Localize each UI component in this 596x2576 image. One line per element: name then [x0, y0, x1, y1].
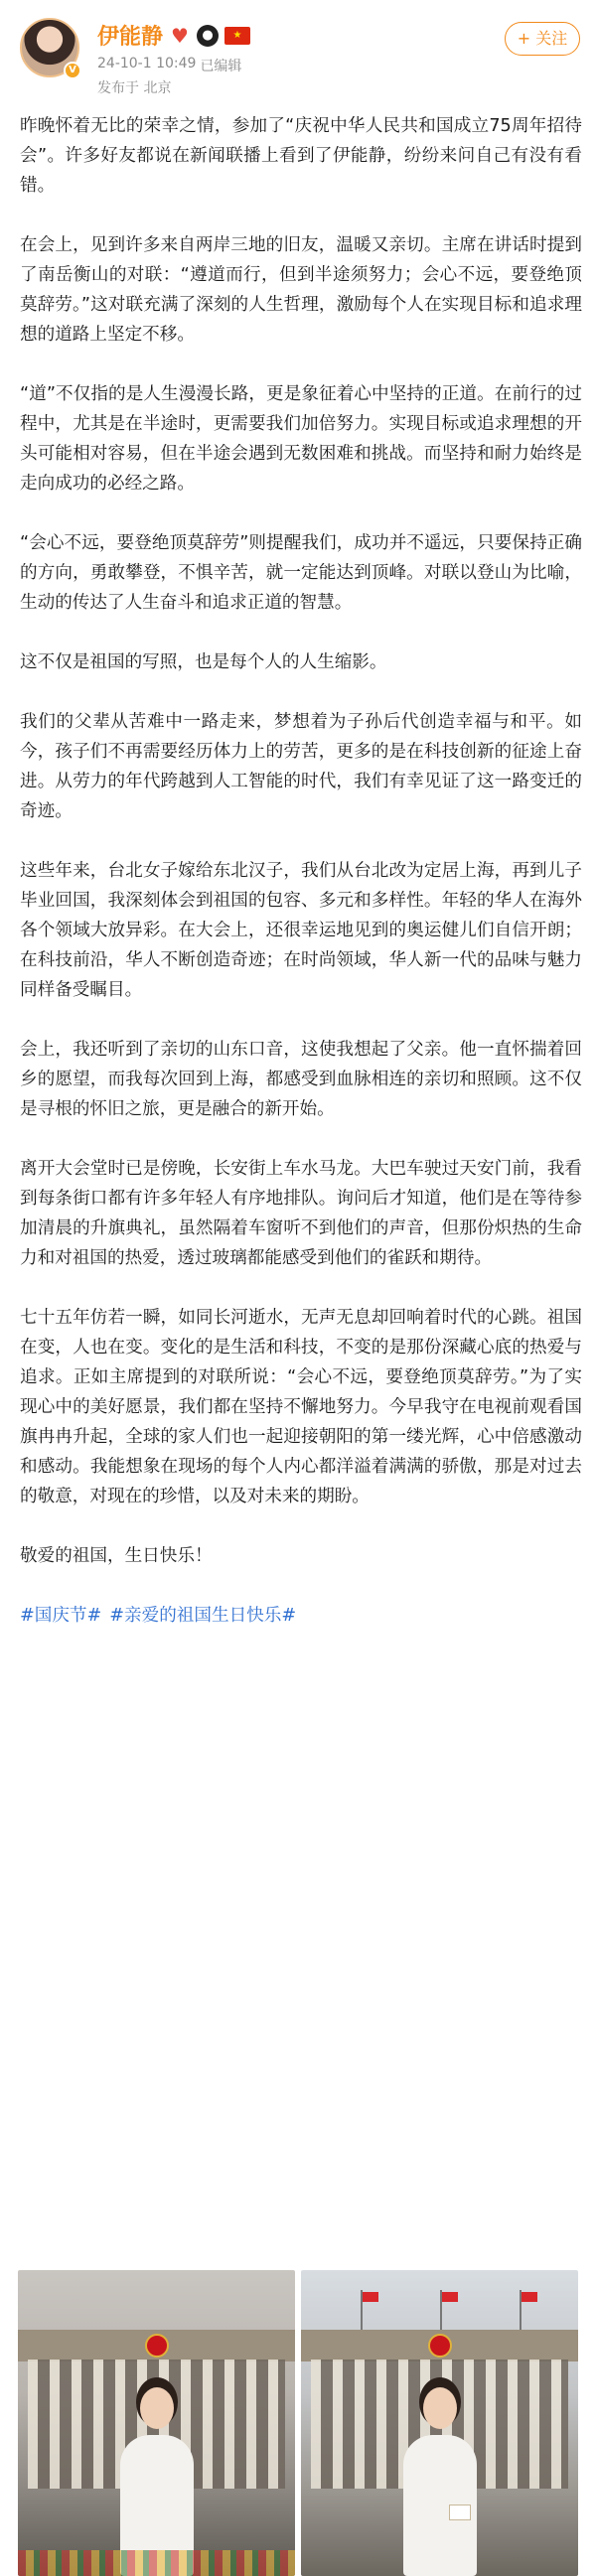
paragraph: 这不仅是祖国的写照，也是每个人的人生缩影。 — [20, 652, 387, 672]
china-flag-icon: ★ — [224, 27, 250, 45]
photo-thumbnail[interactable] — [301, 2270, 578, 2576]
national-emblem-icon — [145, 2334, 169, 2358]
follow-button[interactable]: + 关注 — [505, 22, 580, 56]
person-figure — [395, 2387, 485, 2576]
heart-icon: ♥ — [171, 23, 189, 48]
post-body — [20, 111, 582, 1656]
username[interactable]: 伊能静 — [97, 25, 164, 50]
hashtag-link[interactable]: #亲爱的祖国生日快乐# — [109, 1606, 297, 1626]
red-flag-icon — [442, 2292, 458, 2302]
red-flag-icon — [363, 2292, 378, 2302]
verified-badge-icon: V — [64, 62, 81, 79]
post-meta — [97, 56, 241, 75]
paragraph: 这些年来，台北女子嫁给东北汉子，我们从台北改为定居上海，再到儿子毕业回国，我深刻体会到祖国的包容、多元和多样性。年轻的华人在海外各个领域大放异彩。在大会上，还很幸运地见到的奥运健儿们自信开朗；在科技前沿，华人不断创造奇迹；在时尚领域，华人新一代的品味与魅力同样备受瞩目。 — [20, 861, 582, 1000]
paragraph: 我们的父辈从苦难中一路走来，梦想着为子孙后代创造幸福与和平。如今，孩子们不再需要经历体力上的劳苦，更多的是在科技创新的征途上奋进。从劳力的年代跨越到人工智能的时代，我们有幸见证了这一路变迁的奇迹。 — [20, 712, 582, 821]
paragraph: 七十五年仿若一瞬，如同长河逝水，无声无息却回响着时代的心跳。祖国在变，人也在变。变化的是生活和科技，不变的是那份深藏心底的热爱与追求。正如主席提到的对联所说：“会心不远，要登绝顶莫辞劳。”为了实现心中的美好愿景，我们都在坚持不懈地努力。今早我守在电视前观看国旗冉冉升起，全球的家人们也一起迎接朝阳的第一缕光辉，心中倍感激动和感动。我能想象在现场的每个人内心都洋溢着满满的骄傲，那是对过去的敬意，对现在的珍惜，以及对未来的期盼。 — [20, 1308, 582, 1506]
paragraph: 在会上，见到许多来自两岸三地的旧友，温暖又亲切。主席在讲话时提到了南岳衡山的对联：“遵道而行，但到半途须努力；会心不远，要登绝顶莫辞劳。”这对联充满了深刻的人生哲理，激励每个人在实现目标和追求理想的道路上坚定不移。 — [20, 235, 582, 345]
paragraph: 敬爱的祖国，生日快乐！ — [20, 1546, 213, 1566]
paragraph: “会心不远，要登绝顶莫辞劳”则提醒我们，成功并不遥远，只要保持正确的方向，勇敢攀登，不惧辛苦，就一定能达到顶峰。对联以登山为比喻，生动的传达了人生奋斗和追求正道的智慧。 — [20, 533, 582, 613]
invitation-card — [449, 2504, 471, 2520]
paragraph: “道”不仅指的是人生漫漫长路，更是象征着心中坚持的正道。在前行的过程中，尤其是在半途时，更需要我们加倍努力。实现目标或追求理想的开头可能相对容易，但在半途会遇到无数困难和挑战。而坚持和耐力始终是走向成功的必经之路。 — [20, 384, 582, 494]
paragraph: 会上，我还听到了亲切的山东口音，这使我想起了父亲。他一直怀揣着回乡的愿望，而我每次回到上海，都感受到血脉相连的亲切和照顾。这不仅是寻根的怀旧之旅，更是融合的新开始。 — [20, 1040, 582, 1119]
edited-label[interactable]: 已编辑 — [200, 59, 242, 74]
person-figure — [112, 2387, 202, 2576]
panda-icon: ● — [197, 25, 219, 47]
paragraph: 离开大会堂时已是傍晚，长安街上车水马龙。大巴车驶过天安门前，我看到每条街口都有许多年轻人有序地排队。询问后才知道，他们是在等待参加清晨的升旗典礼，虽然隔着车窗听不到他们的声音，但那份炽热的生命力和对祖国的热爱，透过玻璃都能感受到他们的雀跃和期待。 — [20, 1159, 582, 1268]
photo-grid — [18, 2270, 578, 2576]
post-header — [0, 0, 596, 96]
paragraph: 昨晚怀着无比的荣幸之情，参加了“庆祝中华人民共和国成立75周年招待会”。许多好友都说在新闻联播上看到了伊能静，纷纷来问自己有没有看错。 — [20, 116, 582, 196]
post-timestamp: 24-10-1 10:49 — [97, 56, 197, 72]
photo-thumbnail[interactable] — [18, 2270, 295, 2576]
flower-bed — [18, 2550, 295, 2576]
hashtags — [20, 1601, 582, 1631]
red-flag-icon — [522, 2292, 537, 2302]
name-row — [97, 20, 250, 51]
post-location: 发布于 北京 — [97, 80, 172, 96]
national-emblem-icon — [428, 2334, 452, 2358]
hashtag-link[interactable]: #国庆节# — [20, 1606, 102, 1626]
